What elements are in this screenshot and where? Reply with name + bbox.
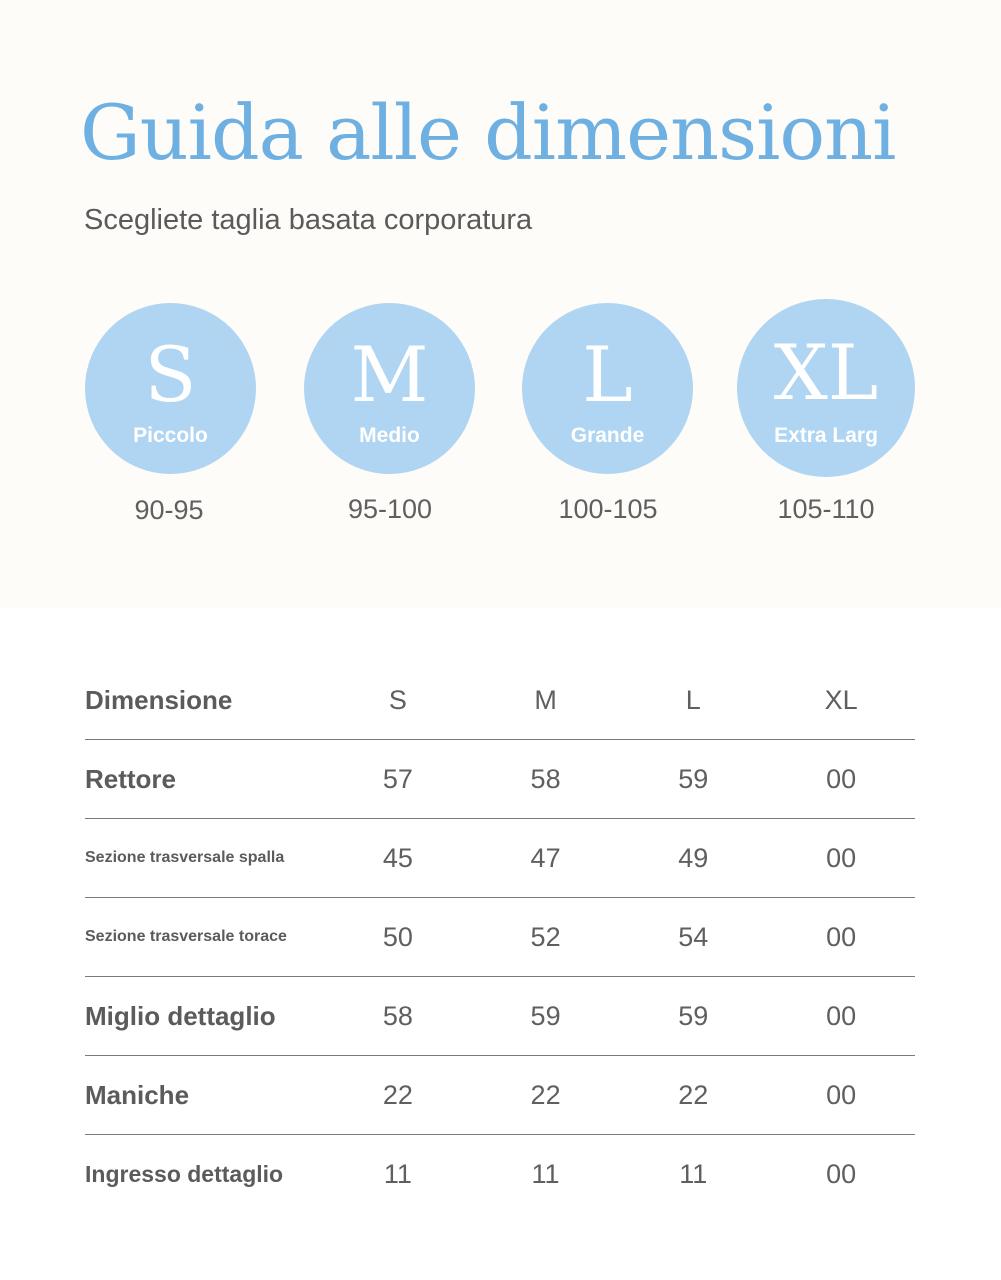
table-row (85, 819, 915, 898)
table-cell: 59 (619, 740, 767, 819)
size-badge-s (85, 303, 256, 474)
table-cell: 54 (619, 898, 767, 977)
table-row (85, 977, 915, 1056)
row-label: Sezione trasversale torace (85, 898, 324, 977)
table-cell: 00 (826, 1158, 857, 1189)
table-cell: 22 (472, 1056, 620, 1135)
table-row (85, 740, 915, 819)
size-letter: L (582, 330, 633, 419)
table-cell: 52 (472, 898, 620, 977)
table-cell: 50 (324, 898, 472, 977)
size-letter: M (350, 330, 429, 419)
size-table (85, 662, 915, 1213)
table-cell: 00 (767, 740, 915, 819)
column-header-dimension: Dimensione (85, 662, 324, 740)
table-cell: 11 (679, 1158, 708, 1189)
table-cell: 47 (472, 819, 620, 898)
table-cell: 00 (767, 898, 915, 977)
size-name: Medio (359, 424, 420, 447)
size-badge-xl (737, 299, 915, 477)
table-cell: 00 (767, 819, 915, 898)
table-cell: 58 (472, 740, 620, 819)
table-cell: 59 (472, 977, 620, 1056)
table-cell: 59 (619, 977, 767, 1056)
size-badge-m (304, 303, 475, 474)
column-header-m: M (472, 662, 620, 740)
column-header-s: S (324, 662, 472, 740)
page-subtitle: Scegliete taglia basata corporatura (84, 204, 533, 236)
size-range-m: 95-100 (347, 494, 433, 524)
table-cell: 11 (383, 1158, 412, 1189)
table-cell: 58 (324, 977, 472, 1056)
row-label: Maniche (85, 1056, 324, 1135)
table-header-row (85, 662, 915, 740)
page-title: Guida alle dimensioni (80, 88, 896, 177)
table-cell: 00 (767, 1056, 915, 1135)
size-range-s: 90-95 (134, 495, 204, 525)
size-range-xl: 105-110 (777, 494, 875, 524)
table-cell: 22 (324, 1056, 472, 1135)
table-cell: 49 (619, 819, 767, 898)
column-header-xl: XL (767, 662, 915, 740)
table-cell: 45 (324, 819, 472, 898)
table-cell: 57 (324, 740, 472, 819)
row-label: Sezione trasversale spalla (85, 819, 324, 898)
table-row (85, 898, 915, 977)
table-row (85, 1056, 915, 1135)
row-label: Miglio dettaglio (85, 977, 324, 1056)
size-name: Grande (570, 424, 645, 447)
row-label: Ingresso dettaglio (85, 1160, 284, 1187)
table-row (85, 1135, 915, 1214)
size-letter: S (144, 330, 197, 419)
row-label: Rettore (85, 740, 324, 819)
column-header-l: L (619, 662, 767, 740)
table-cell: 22 (619, 1056, 767, 1135)
size-badge-l (522, 303, 693, 474)
size-range-l: 100-105 (558, 494, 658, 524)
size-name: Extra Larg (774, 424, 878, 447)
table-cell: 00 (767, 977, 915, 1056)
size-name: Piccolo (133, 424, 208, 447)
size-letter: XL (773, 328, 879, 417)
table-cell: 11 (531, 1158, 560, 1189)
